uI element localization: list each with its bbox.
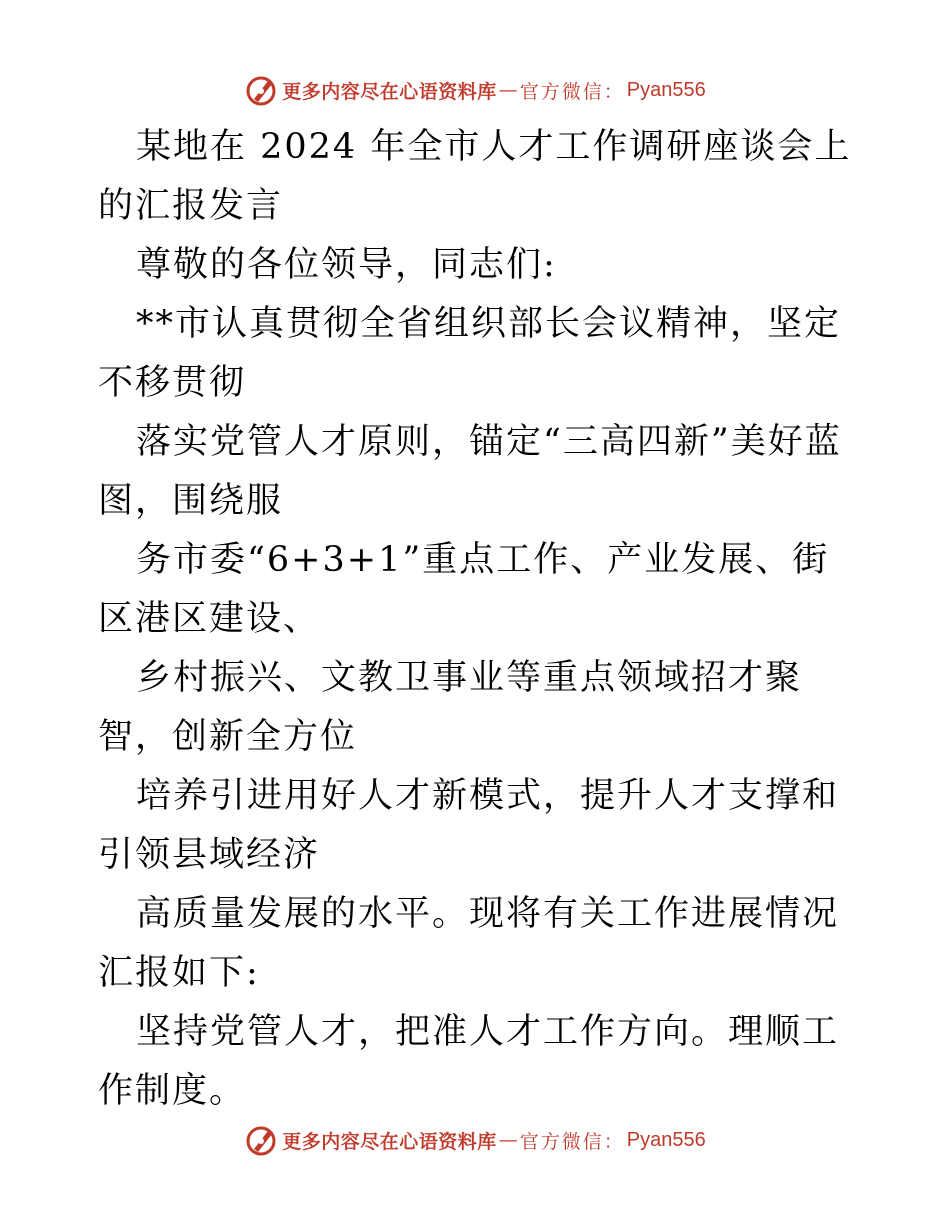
- body-paragraph: 培养引进用好人才新模式，提升人才支撑和引领县域经济: [98, 776, 840, 875]
- body-paragraph: 高质量发展的水平。现将有关工作进展情况汇报如下:: [98, 894, 840, 993]
- watermark-official-label: 官方微信：: [519, 1130, 625, 1153]
- watermark-text: 更多内容尽在心语资料库: [282, 1130, 497, 1153]
- document-body: [98, 118, 854, 1121]
- watermark-footer: [0, 1120, 950, 1160]
- document-title: 某地在 2024 年全市人才工作调研座谈会上的汇报发言: [98, 127, 852, 226]
- watermark-separator: —: [498, 1129, 518, 1151]
- pen-logo-icon: [244, 73, 278, 107]
- body-paragraph: 乡村振兴、文教卫事业等重点领域招才聚智，创新全方位: [98, 658, 803, 757]
- salutation: 尊敬的各位领导，同志们:: [136, 245, 557, 285]
- watermark-separator: —: [498, 79, 518, 101]
- watermark-text: 更多内容尽在心语资料库: [282, 80, 497, 103]
- body-paragraph: **市认真贯彻全省组织部长会议精神，坚定不移贯彻: [98, 304, 842, 403]
- body-paragraph: 坚持党管人才，把准人才工作方向。理顺工作制度。: [98, 1012, 840, 1111]
- watermark-official-label: 官方微信：: [519, 80, 625, 103]
- body-paragraph: 务市委“6+3+1”重点工作、产业发展、街区港区建设、: [98, 540, 830, 639]
- body-paragraph: 落实党管人才原则，锚定“三高四新”美好蓝图，围绕服: [98, 422, 842, 521]
- watermark-header: [0, 70, 950, 110]
- watermark-account: Pyan556: [626, 78, 706, 101]
- watermark-account: Pyan556: [626, 1128, 706, 1151]
- pen-logo-icon: [244, 1123, 278, 1157]
